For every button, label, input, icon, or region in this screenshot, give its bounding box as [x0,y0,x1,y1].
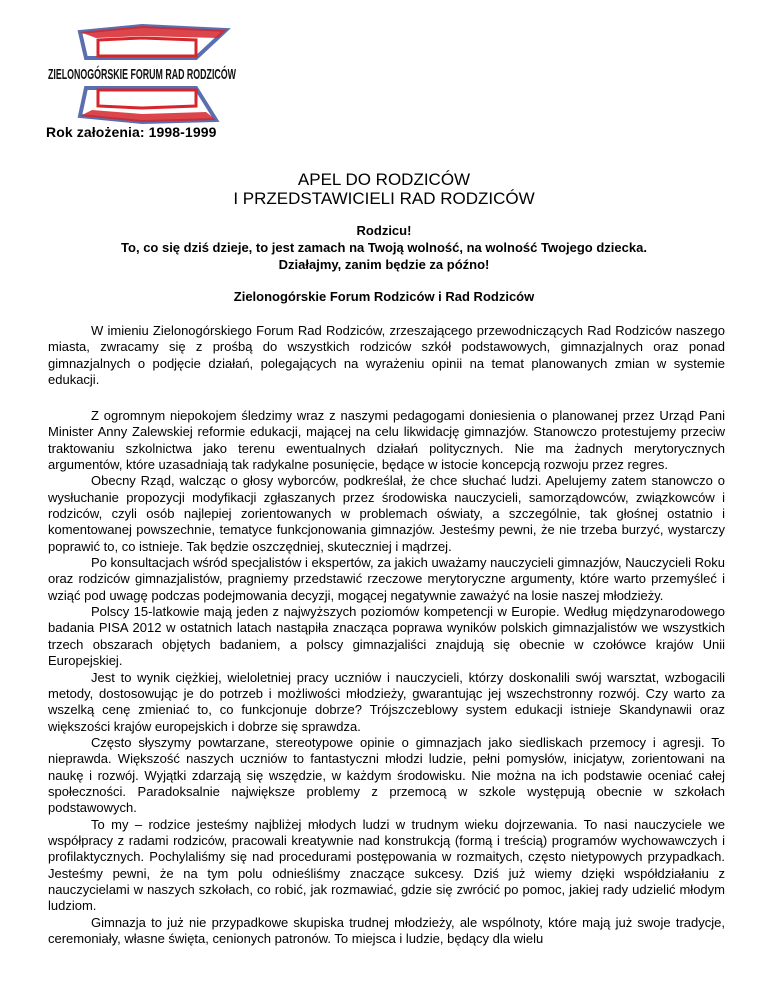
body-text [48,408,725,947]
lead-statement: To, co się dziś dzieje, to jest zamach na Twoją wolność, na wolność Twojego dziecka. [121,240,647,255]
intro-paragraph: W imieniu Zielonogórskiego Forum Rad Rodziców, zrzeszającego przewodniczących Rad Rodziców naszego miasta, zwracamy się z prośbą do wszystkich rodziców szkół podstawowych, gimnazjalnych oraz ponad gimnazjalnych o podjęcie działań, polegających na wyrażeniu opinii na temat planowanych zmian w systemie edukacji. [48,323,725,387]
body-paragraph: Po konsultacjach wśród specjalistów i ekspertów, za jakich uważamy nauczycieli gimnazjów, Nauczycieli Roku oraz rodziców gimnazjalistów, pragniemy przedstawić rzeczowe merytoryczne argumenty, które warto przemyśleć i wziąć pod uwagę podczas podejmowania decyzji, mogącej negatywnie zaważyć na losie naszej młodzieży. [48,555,725,603]
lead-salutation: Rodzicu! [356,223,412,238]
body-paragraph: Obecny Rząd, walcząc o głosy wyborców, podkreślał, że chce słuchać ludzi. Apelujemy zatem stanowczo o wysłuchanie propozycji modyfikacji zgłaszanych przez środowiska nauczycieli, samorządowców, związkowców i rodziców, czyli osób najlepiej zorientowanych w problemach oświaty, a szczególnie, tak głośnej ostatnio i komentowanej powszechnie, tematyce funkcjonowania gimnazjów. Jesteśmy pewni, że nie trzeba burzyć, wystarczy poprawić to, co istnieje. Tak będzie oszczędniej, skuteczniej i mądrzej. [48,473,725,554]
appeal-title-line2: I PRZEDSTAWICIELI RAD RODZICÓW [233,189,535,208]
body-paragraph: Z ogromnym niepokojem śledzimy wraz z naszymi pedagogami doniesienia o planowanej przez Urząd Pani Minister Anny Zalewskiej reformie edukacji, mającej na celu likwidację gimnazjów. Stanowczo protestujemy przeciw traktowaniu szkolnictwa jako terenu ewentualnych działań politycznych. Nie ma żadnych merytorycznych argumentów, które uzasadniają tak radykalne posunięcie, będące w istocie koncepcją rozwoju przez regres. [48,408,725,473]
lead-call-to-action: Działajmy, zanim będzie za późno! [278,257,490,272]
body-paragraph: To my – rodzice jesteśmy najbliżej młodych ludzi w trudnym wieku dojrzewania. To nasi nauczyciele we współpracy z radami rodziców, pracowali kreatywnie nad konstrukcją (formą i treścią) programów wychowawczych i profilaktycznych. Pochylaliśmy się nad procedurami postępowania w rozmaitych, często nietypowych przypadkach. Jesteśmy pewni, że na tym polu odnieśliśmy znaczące sukcesy. Dziś już wiemy dzięki współdziałaniu z nauczycielami w naszych szkołach, co robić, jak rozmawiać, gdzie się zwrócić po pomoc, jakiej rady udzielić młodym ludziom. [48,816,725,914]
organization-name: Zielonogórskie Forum Rodziców i Rad Rodziców [233,289,535,304]
logo-wordmark: ZIELONOGÓRSKIE FORUM RAD RODZICÓW [48,66,368,83]
appeal-title-line1: APEL DO RODZICÓW [297,170,471,189]
forum-logo [46,26,368,122]
body-paragraph: Jest to wynik ciężkiej, wieloletniej pracy uczniów i nauczycieli, którzy doskonalili swój warsztat, wzbogacili metody, dostosowując je do potrzeb i możliwości młodzieży, gwarantując jej wszechstronny rozwój. Czy warto za wszelką cenę zmieniać to, co funkcjonuje dobrze? Trójszczeblowy system edukacji istnieje Skandynawii oraz większości krajów europejskich i dobrze się sprawdza. [48,669,725,734]
body-paragraph: Gimnazja to już nie przypadkowe skupiska trudnej młodzieży, ale wspólnoty, które mają już swoje tradycje, ceremoniały, własne święta, cenionych patronów. To miejsca i ludzie, będący dla wielu [48,914,725,946]
founded-year: Rok założenia: 1998-1999 [46,124,217,140]
body-paragraph: Polscy 15-latkowie mają jeden z najwyższych poziomów kompetencji w Europie. Według międzynarodowego badania PISA 2012 w ostatnich latach nastąpiła znacząca poprawa wyników polskich gimnazjalistów we wszystkich trzech obszarach objętych badaniem, a polscy gimnazjaliści znajdują się obecnie w czołówce krajów Unii Europejskiej. [48,604,725,669]
body-paragraph: Często słyszymy powtarzane, stereotypowe opinie o gimnazjach jako siedliskach przemocy i agresji. To nieprawda. Większość naszych uczniów to fantastyczni młodzi ludzie, pełni pomysłów, inicjatyw, zorientowani na naukę i rozwój. Wyjątki zdarzają się wszędzie, w każdym środowisku. Nie można na ich podstawie oceniać całej społeczności. Paradoksalnie największe problemy z przemocą w szkole występują obecnie w szkołach podstawowych. [48,734,725,816]
